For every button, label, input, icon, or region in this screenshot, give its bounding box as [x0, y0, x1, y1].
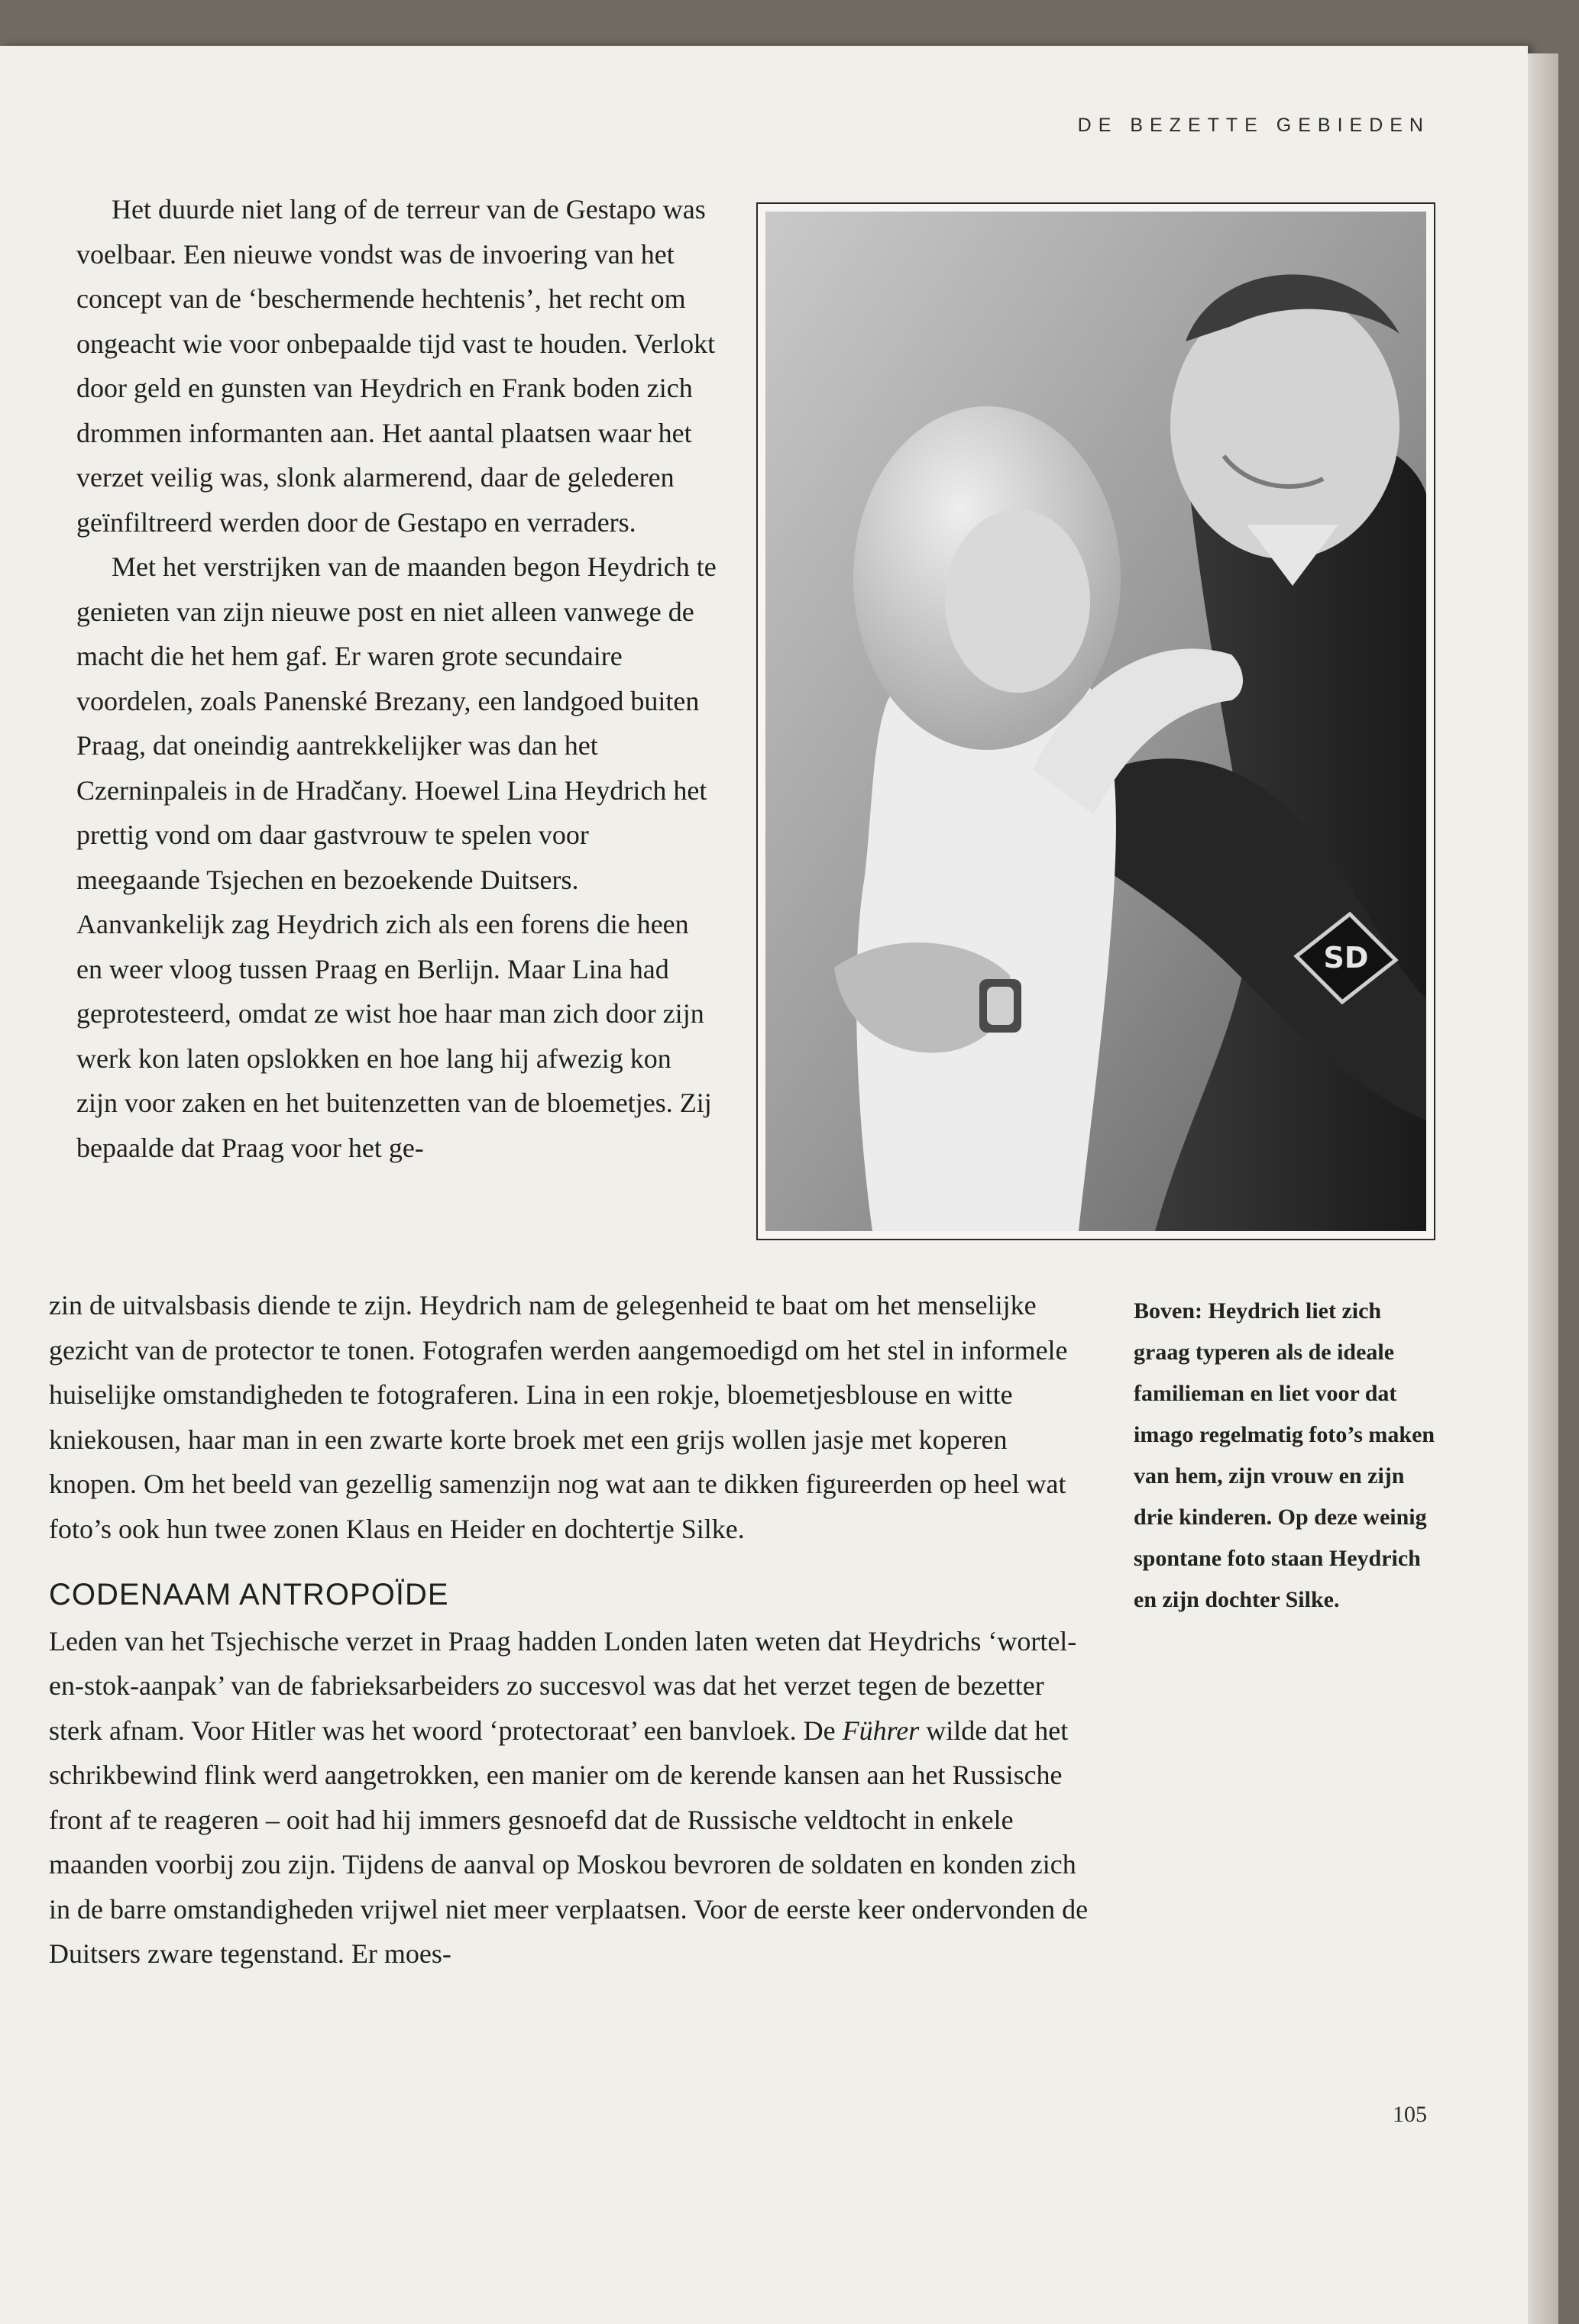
body-text-column — [76, 187, 718, 1170]
photograph — [756, 202, 1435, 1240]
photo-heydrich-silke — [758, 204, 1434, 1239]
paragraph-codenaam — [49, 1619, 1095, 1977]
paragraph-heydrich-post: Met het verstrijken van de maanden begon Heydrich te genieten van zijn nieuwe post en niet alleen vanwege de macht die het hem gaf. Er waren grote secundaire voordelen, zoals Panenské Brezany, een landgoed buiten Praag, dat oneindig aantrekkelijker was dan het Czerninpaleis in de Hradčany. Hoewel Lina Heydrich het prettig vond om daar gastvrouw te spelen voor meegaande Tsjechen en bezoekende Duitsers. Aanvankelijk zag Heydrich zich als een forens die heen en weer vloog tussen Praag en Berlijn. Maar Lina had geprotesteerd, omdat ze wist hoe haar man zich door zijn werk kon laten opslokken en hoe lang hij afwezig kon zijn voor zaken en het buitenzetten van de bloemetjes. Zij bepaalde dat Praag voor het ge- — [76, 551, 717, 1163]
photo-caption: Boven: Heydrich liet zich graag typeren als de ideale familieman en liet voor dat imago regelmatig foto’s maken van hem, zijn vrouw en zijn drie kinderen. Op deze weinig spontane foto staan Heydrich en zijn dochter Silke. — [1134, 1298, 1435, 1612]
body-text-wide — [49, 1283, 1095, 1977]
paragraph-continuation: zin de uitvalsbasis diende te zijn. Heydrich nam de gelegenheid te baat om het menselijke gezicht van de protector te tonen. Fotografen werden aangemoedigd om het stel in informele huiselijke omstandigheden te fotograferen. Lina in een rokje, bloemetjesblouse en witte kniekousen, haar man in een zwarte korte broek met een grijs wollen jasje met koperen knopen. Om het beeld van gezellig samenzijn nog wat aan te dikken figureerden op heel wat foto’s ook hun twee zonen Klaus en Heider en dochtertje Silke. — [49, 1290, 1068, 1544]
section-text-part2: wilde dat het schrikbewind flink werd aangetrokken, een manier om de kerende kansen aan het Russische front af te reageren – ooit had hij immers gesnoefd dat de Russische veldtocht in enkele maanden voorbij zou zijn. Tijdens de aanval op Moskou bevroren de soldaten en konden zich in de barre omstandigheden vrijwel niet meer verplaatsen. Voor de eerste keer ondervonden de Duitsers zware tegenstand. Er moes- — [49, 1715, 1089, 1969]
sleeve-badge-text: SD — [1323, 941, 1369, 975]
page-number: 105 — [1393, 2102, 1427, 2127]
running-head: DE BEZETTE GEBIEDEN — [1077, 115, 1430, 136]
paragraph-gestapo: Het duurde niet lang of de terreur van de Gestapo was voelbaar. Een nieuwe vondst was de invoering van het concept van de ‘beschermende hechtenis’, het recht om ongeacht wie voor onbepaalde tijd vast te houden. Verlokt door geld en gunsten van Heydrich en Frank boden zich drommen informanten aan. Het aantal plaatsen waar het verzet veilig was, slonk alarmerend, daar de gelederen geïnfiltreerd werden door de Gestapo en verraders. — [76, 194, 716, 538]
section-text-part1: Leden van het Tsjechische verzet in Praag hadden Londen laten weten dat Heydrichs ‘wortel-en-stok-aanpak’ van de fabrieksarbeiders zo succesvol was dat het verzet tegen de bezetter sterk afnam. Voor Hitler was het woord ‘protectoraat’ een banvloek. De — [49, 1625, 1077, 1746]
section-heading: CODENAAM ANTROPOÏDE — [49, 1578, 449, 1611]
page-edge — [1528, 53, 1558, 2324]
section-text-emphasis: Führer — [842, 1715, 920, 1746]
